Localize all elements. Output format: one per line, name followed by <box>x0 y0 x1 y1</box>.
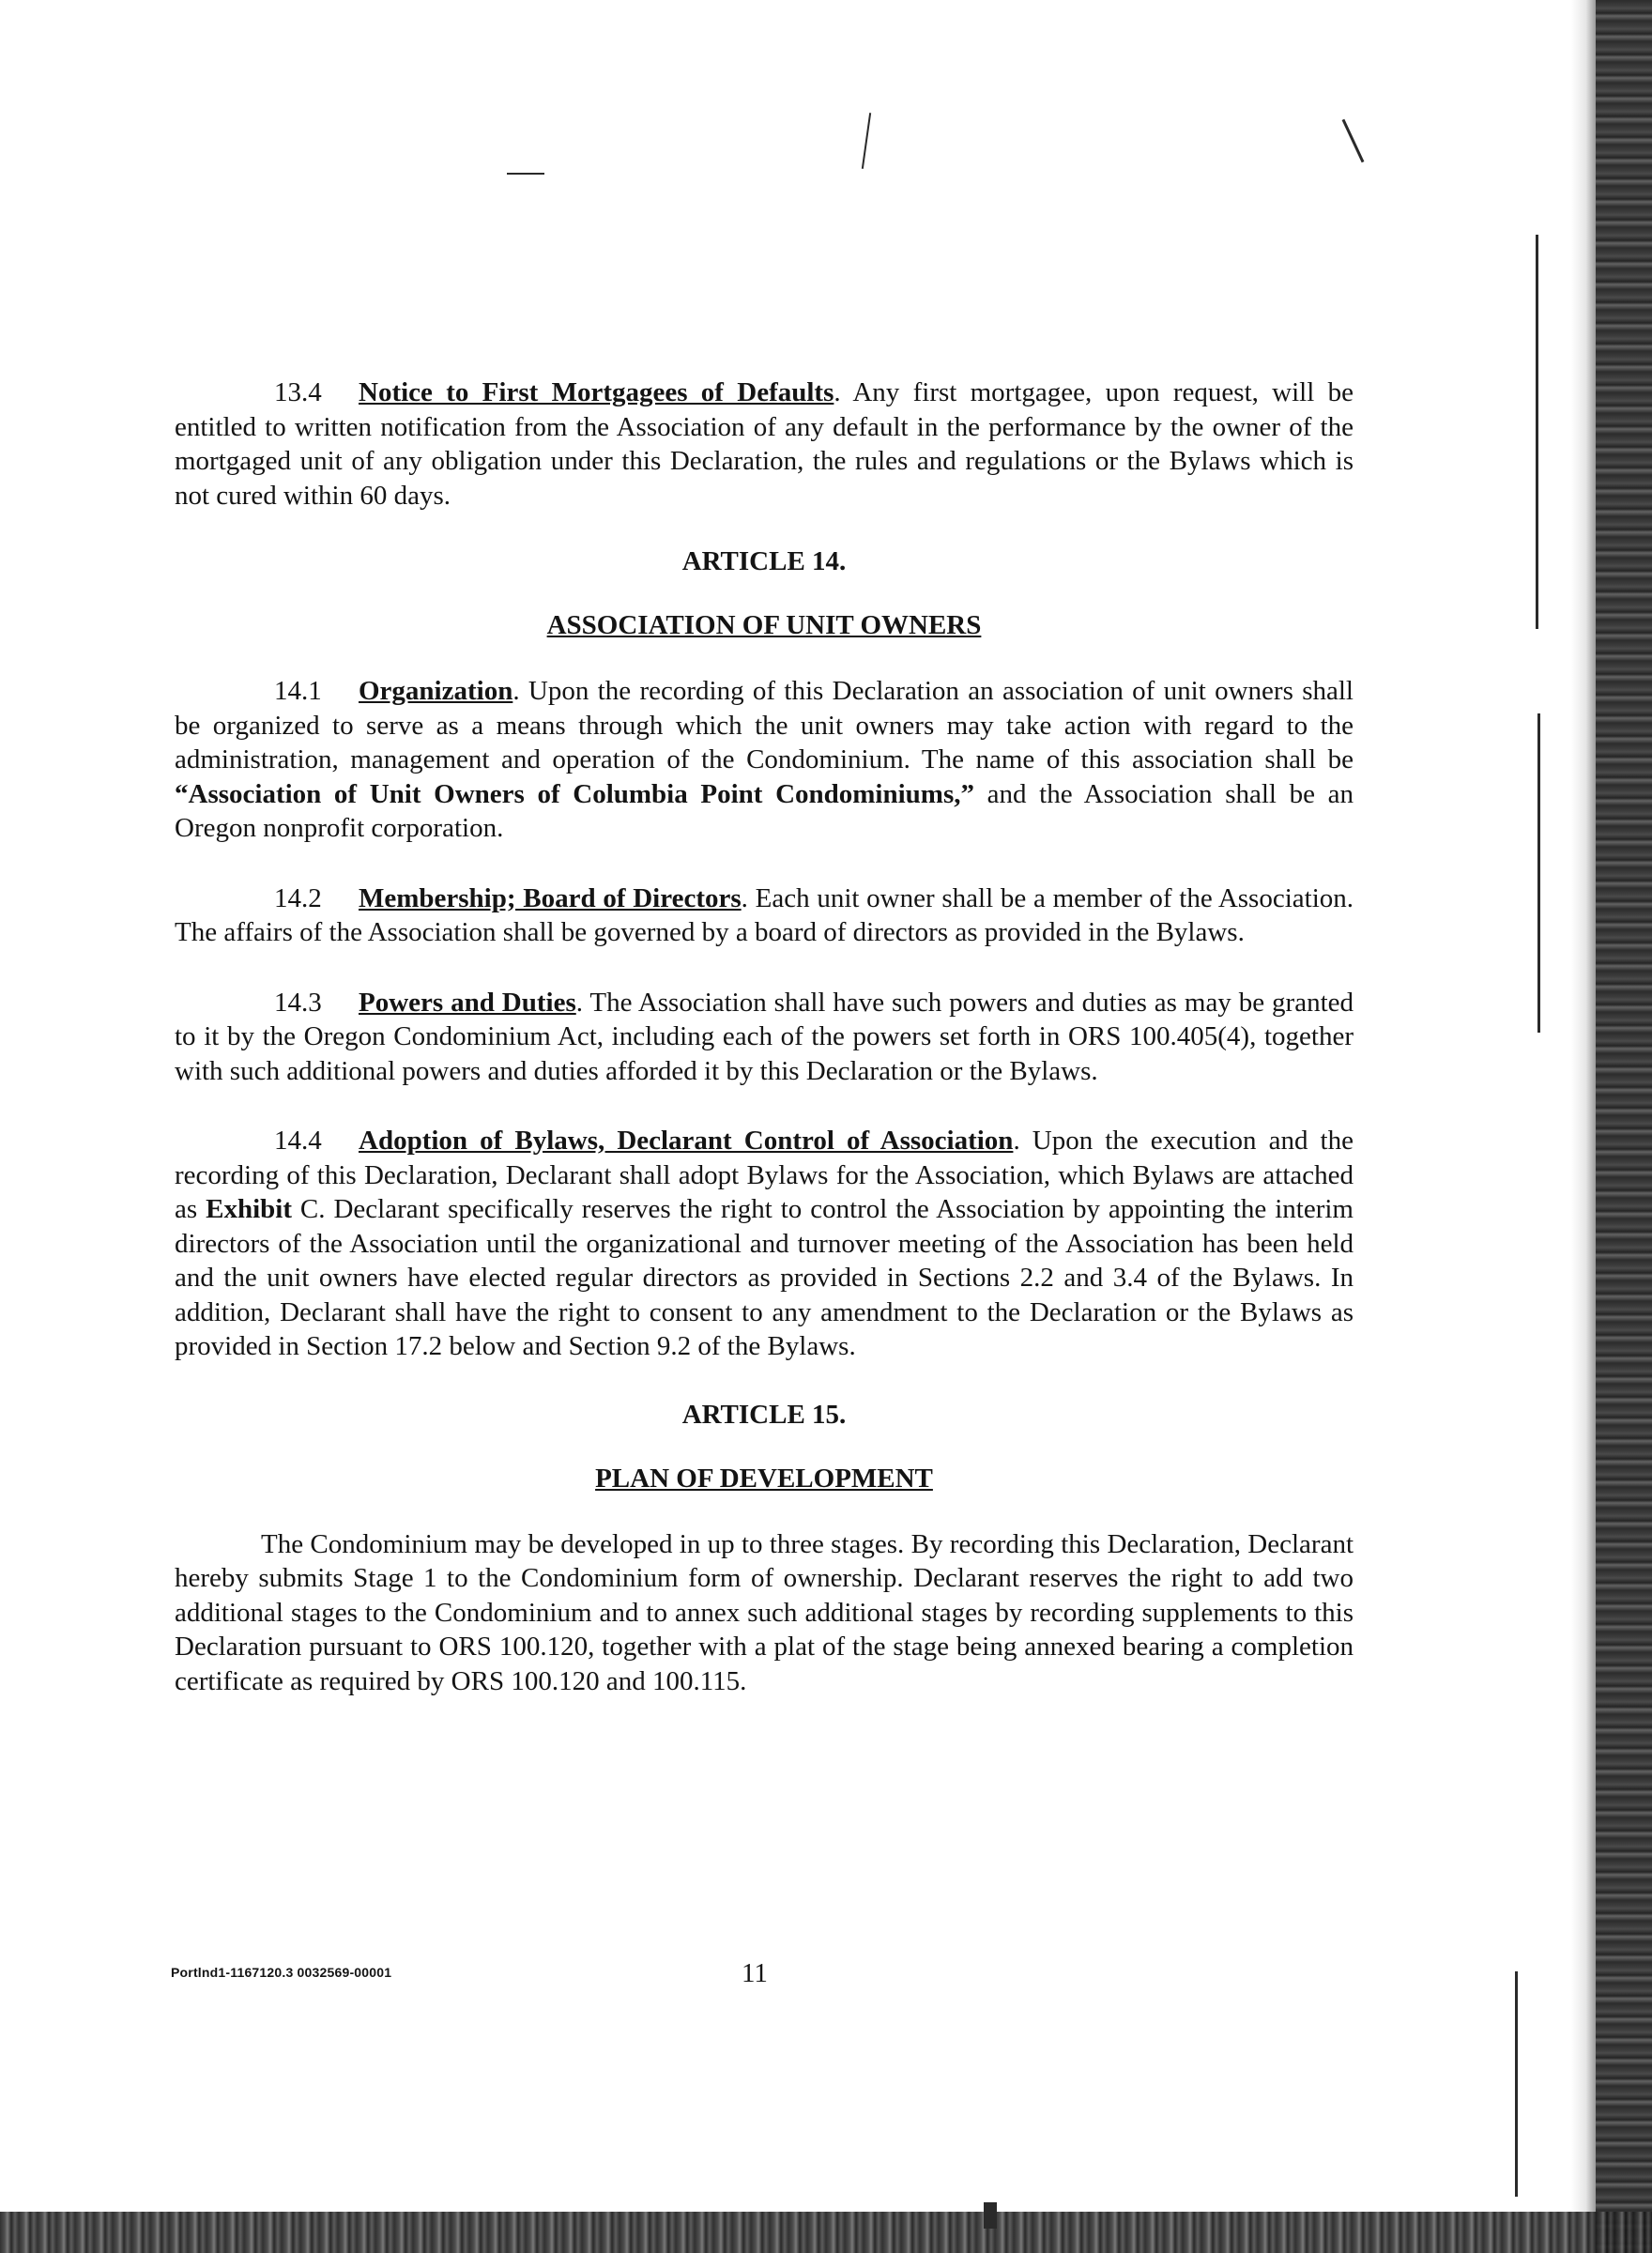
section-heading: Adoption of Bylaws, Declarant Control of Association <box>359 1126 1014 1156</box>
section-heading: Membership; Board of Directors <box>359 882 742 913</box>
article-15-title: ARTICLE 15. <box>681 1399 847 1430</box>
section-text: . Upon the recording of this Declaration an association of unit owners shall be organized to serve as a means through which the unit owners may take action with regard to the administration, management and operation of the Condominium. The name of this association shall be <box>175 676 1354 774</box>
section-number: 14.2 <box>274 882 322 913</box>
section-heading: Notice to First Mortgagees of Defaults <box>359 377 834 407</box>
page-number: 11 <box>742 1958 768 1988</box>
association-name: “Association of Unit Owners of Columbia Point Condominiums,” <box>175 778 974 809</box>
section-text: Any first mortgagee, upon request, will be entitled to written notification from the Association of any default in the performance by the owner of the mortgaged unit of any obligation under this Declaration, the rules and regulations or the Bylaws which is not cured within 60 days. <box>175 377 1354 511</box>
section-text: . The Association shall have such powers and duties as may be granted to it by the Oregon Condominium Act, including each of the powers set forth in ORS 100.405(4), together with such additional powers and duties afforded it by this Declaration or the Bylaws. <box>175 987 1354 1086</box>
scan-streak <box>1515 1971 1518 2197</box>
section-14-4 <box>175 1124 1354 1364</box>
scan-streak <box>1536 235 1538 629</box>
section-14-2 <box>175 881 1354 950</box>
footer-document-id: Portlnd1-1167120.3 0032569-00001 <box>171 1965 392 1980</box>
article-14-subtitle: ASSOCIATION OF UNIT OWNERS <box>546 610 982 640</box>
section-number: 14.4 <box>274 1126 322 1156</box>
document-body <box>175 376 1354 1698</box>
scan-speck <box>984 2202 997 2229</box>
scan-streak <box>1537 713 1540 1033</box>
section-text: and the Association shall be an Oregon nonprofit corporation. <box>175 778 1354 843</box>
section-14-3 <box>175 986 1354 1089</box>
section-text: . Upon the execution and the recording of this Declaration, Declarant shall adopt Bylaws for the Association, which Bylaws are attached as <box>175 1126 1354 1224</box>
scan-speck <box>1342 119 1365 163</box>
scan-shadow-right <box>1571 0 1596 2253</box>
article-15-subtitle: PLAN OF DEVELOPMENT <box>595 1463 933 1494</box>
scan-speck <box>507 173 544 175</box>
article-14-title: ARTICLE 14. <box>681 546 847 576</box>
section-heading: Powers and Duties <box>359 987 576 1018</box>
article-15-text: The Condominium may be developed in up to three stages. By recording this Declaration, Declarant hereby submits Stage 1 to the Condominium form of ownership. Declarant reserves the right to add two additional stages to the Condominium and to annex such additional stages by recording supplements to this Declaration pursuant to ORS 100.120, together with a plat of the stage being annexed bearing a completion certificate as required by ORS 100.120 and 100.115. <box>175 1528 1354 1696</box>
section-text: C. Declarant specifically reserves the right to control the Association by appointing the interim directors of the Association until the organizational and turnover meeting of the Association has been held and the unit owners have elected regular directors as provided in Sections 2.2 and 3.4 of the Bylaws. In addition, Declarant shall have the right to consent to any amendment to the Declaration or the Bylaws as provided in Section 17.2 below and Section 9.2 of the Bylaws. <box>175 1194 1354 1361</box>
section-14-1 <box>175 674 1354 846</box>
section-heading: Organization <box>359 676 513 706</box>
section-number: 14.1 <box>274 676 322 706</box>
section-text: . Each unit owner shall be a member of the Association. The affairs of the Association shall be governed by a board of directors as provided in the Bylaws. <box>175 882 1354 947</box>
scan-speck <box>862 113 871 169</box>
scan-edge-right <box>1596 0 1652 2253</box>
section-number: 13.4 <box>274 377 322 407</box>
section-heading-period: . <box>834 377 841 407</box>
scan-edge-bottom <box>0 2212 1652 2253</box>
section-13-4 <box>175 376 1354 513</box>
exhibit-reference: Exhibit <box>206 1194 292 1224</box>
section-number: 14.3 <box>274 987 322 1018</box>
